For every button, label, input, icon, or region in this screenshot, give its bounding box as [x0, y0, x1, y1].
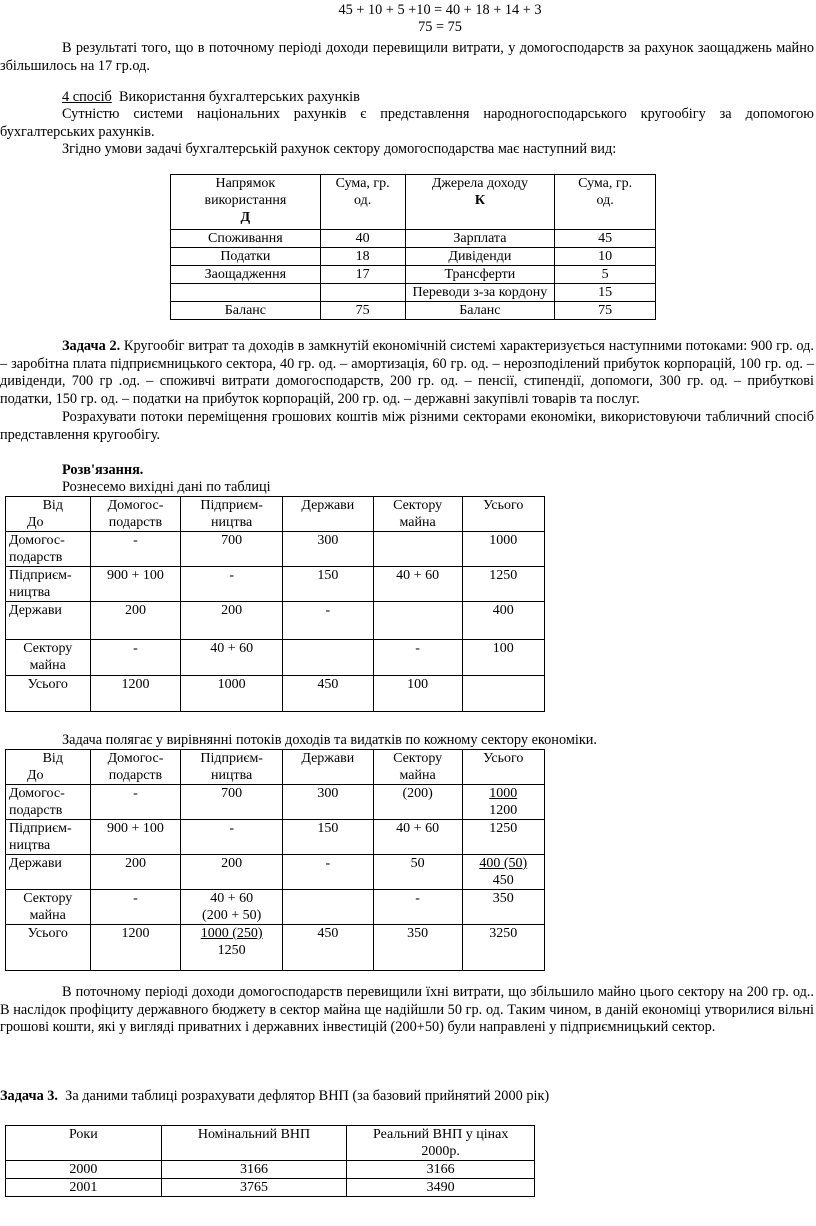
header-from-to: Від До: [6, 497, 91, 532]
task2-mid-text: Задача полягає у вирівнянні потоків доходів та видатків по кожному сектору економіки.: [62, 732, 598, 748]
header-from-to: Від До: [6, 750, 91, 785]
table-row: 2001 3765 3490: [6, 1179, 535, 1197]
task2-requirement: Розрахувати потоки переміщення грошових коштів між різними секторами економіки, використовуючи табличний спосіб представлення кругообігу.: [0, 409, 814, 443]
table-row: Домогос- подарств - 700 300 1000: [6, 532, 545, 567]
header-usage: Напрямок використання Д: [171, 175, 321, 230]
table-row: Усього 1200 1000 450 100: [6, 676, 545, 712]
header-years: Роки: [6, 1126, 162, 1161]
solution-intro: Рознесемо вихідні дані по таблиці: [62, 479, 271, 495]
header-sum-credit: Сума, гр. од.: [555, 175, 656, 230]
header-real-gnp: Реальний ВНП у цінах 2000р.: [347, 1126, 535, 1161]
equation-line-1: 45 + 10 + 5 +10 = 40 + 18 + 14 + 3: [338, 2, 542, 18]
table-row: Держави 200 200 - 50 400 (50) 450: [6, 855, 545, 890]
flow-table-balanced: [5, 749, 545, 971]
table-row: Підприєм- ництва 900 + 100 - 150 40 + 60 1250: [6, 567, 545, 602]
header-households: Домогос- подарств: [90, 497, 181, 532]
method-label: 4 спосіб: [62, 89, 112, 105]
header-state: Держави: [282, 497, 373, 532]
header-enterprises: Підприєм- ництва: [181, 497, 282, 532]
table-row: Переводи з-за кордону 15: [171, 284, 656, 302]
table-row: Держави 200 200 - 400: [6, 602, 545, 640]
gnp-table: [5, 1125, 535, 1197]
table-row: Сектору майна - 40 + 60 - 100: [6, 640, 545, 676]
header-total: Усього: [462, 750, 544, 785]
task2-text: Кругообіг витрат та доходів в замкнутій економічній системі характеризується наступними потоками: 900 гр. од. – заробітна плата підприємницького сектора, 40 гр. од. – амортизація, 60 гр. од. – нерозподілений прибуток корпорацій, 100 гр. од. – дивіденди, 700 гр .од. – споживчі витрати домогосподарств, 200 гр. од. – пенсії, стипендії, допомоги, 300 гр. од. – прибуткові податки, 150 гр. од. – податки на прибуток корпорацій, 200 гр. од. – державні закупівлі товарів та послуг.: [0, 338, 815, 407]
task2-statement: [0, 338, 814, 408]
equation-line-2: 75 = 75: [418, 19, 462, 35]
paragraph-savings: В результаті того, що в поточному періоді доходи перевищили витрати, у домогосподарств за рахунок заощаджень майно збільшилось на 17 гр.од.: [0, 40, 814, 74]
paragraph-account-intro: Згідно умови задачі бухгалтерській рахунок сектору домогосподарства має наступний вид:: [62, 141, 617, 157]
header-enterprises: Підприєм- ництва: [181, 750, 282, 785]
header-sum-debit: Сума, гр. од.: [320, 175, 405, 230]
flow-table-initial: [5, 496, 545, 712]
table-header-row: [6, 750, 545, 785]
table-row: Споживання 40 Зарплата 45: [171, 230, 656, 248]
table-header-row: [171, 175, 656, 230]
table-row: Усього 1200 1000 (250) 1250 450 350 3250: [6, 925, 545, 971]
header-property-sector: Сектору майна: [373, 497, 462, 532]
task2-label: Задача 2.: [62, 338, 121, 354]
method-heading: [62, 89, 360, 107]
task3-statement: [0, 1088, 549, 1106]
header-state: Держави: [282, 750, 373, 785]
task3-text: За даними таблиці розрахувати дефлятор ВНП (за базовий прийнятий 2000 рік): [65, 1088, 550, 1104]
table-row: Податки 18 Дивіденди 10: [171, 248, 656, 266]
table-row: Баланс 75 Баланс 75: [171, 302, 656, 320]
table-row: Заощадження 17 Трансферти 5: [171, 266, 656, 284]
household-account-table: [170, 174, 656, 320]
table-row: Сектору майна - 40 + 60 (200 + 50) - 350: [6, 890, 545, 925]
header-nominal-gnp: Номінальний ВНП: [161, 1126, 347, 1161]
table-header-row: [6, 497, 545, 532]
header-households: Домогос- подарств: [90, 750, 181, 785]
table-row: 2000 3166 3166: [6, 1161, 535, 1179]
table-row: Домогос- подарств - 700 300 (200) 1000 1200: [6, 785, 545, 820]
table-header-row: [6, 1126, 535, 1161]
table-row: Підприєм- ництва 900 + 100 - 150 40 + 60 1250: [6, 820, 545, 855]
solution-label: Розв'язання.: [62, 462, 144, 478]
task3-label: Задача 3.: [0, 1088, 59, 1104]
header-income-source: Джерела доходу К: [405, 175, 555, 230]
method-title: Використання бухгалтерських рахунків: [118, 89, 360, 105]
conclusion-paragraph: В поточному періоді доходи домогосподарств перевищили їхні витрати, що збільшило майно цього сектору на 200 гр. од.. В наслідок профіциту державного бюджету в сектор майна ще надійшли 50 гр. од. Таким чином, в даній економіці утворилися вільні грошові кошти, які у вигляді приватних і державних інвестицій (200+50) були направлені у підприємницький сектор.: [0, 984, 814, 1035]
header-property-sector: Сектору майна: [373, 750, 462, 785]
paragraph-snr: Сутністю системи національних рахунків є представлення народногосподарського кругообігу за допомогою бухгалтерських рахунків.: [0, 106, 814, 140]
header-total: Усього: [462, 497, 544, 532]
